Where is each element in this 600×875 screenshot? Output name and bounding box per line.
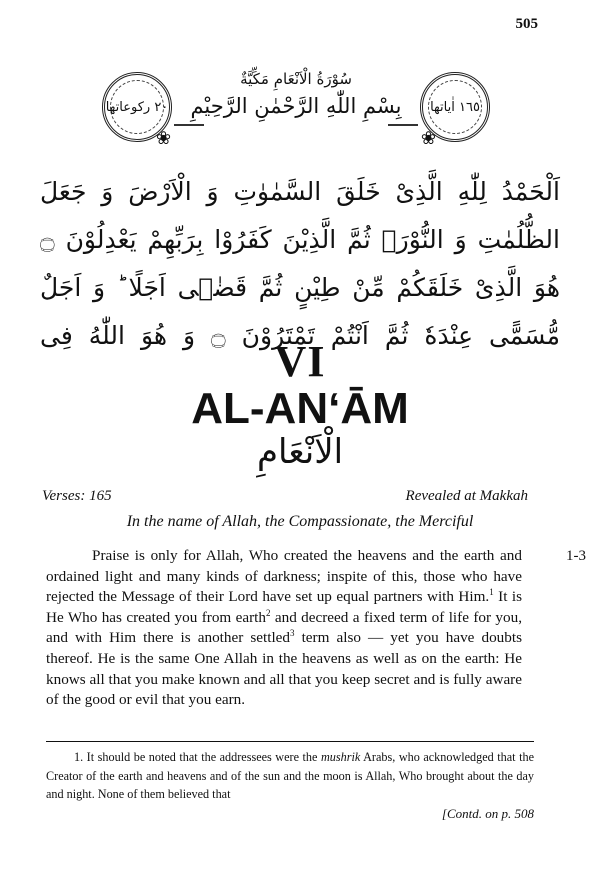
translation-text [46, 546, 522, 711]
ruku-count-label: ٢٠ ركوعاتها [105, 99, 169, 115]
flourish-divider [174, 124, 204, 126]
translation-part: and decreed a fixed term of life for you, and with Him there is another settled [46, 608, 522, 647]
ayat-count-medallion [420, 72, 490, 142]
ornament-center [186, 70, 406, 118]
flourish-divider [388, 124, 418, 126]
surah-title: AL-AN‘ĀM [191, 384, 409, 433]
footnote-marker: 1 [489, 587, 494, 598]
footnote-divider [46, 741, 534, 742]
verses-count: Verses: 165 [42, 488, 112, 504]
footnote-text: 1. It should be noted that the addressees were the [74, 750, 321, 764]
translation-paragraph [46, 546, 522, 711]
invocation: In the name of Allah, the Compassionate, the Merciful [126, 513, 474, 530]
page-number: 505 [515, 16, 538, 32]
surah-number: VI [274, 337, 326, 386]
footnote-marker: 3 [290, 628, 295, 639]
footnote-term: mushrik [320, 750, 361, 764]
translation-part: Praise is only for Allah, Who created the heavens and the earth and ordained light and many kinds of darkness; inspite of this, those who have rejected the Message of their Lord have set up equal partners with Him. [46, 547, 522, 606]
arabic-verse-text: اَلْحَمْدُ لِلّٰهِ الَّذِیْ خَلَقَ السَّمٰوٰتِ وَ الْاَرْضَ وَ جَعَلَ الظُّلُمٰتِ وَ النُّوْرَ۬ ثُمَّ الَّذِیْنَ كَفَرُوْا بِرَبِّهِمْ یَعْدِلُوْنَ ۝ هُوَ الَّذِیْ خَلَقَكُمْ مِّنْ طِیْنٍ ثُمَّ قَضٰۤى اَجَلًا ؕ وَ اَجَلٌ مُّسَمًّى عِنْدَهٗ ثُمَّ اَنْتُمْ تَمْتَرُوْنَ ۝ وَ هُوَ اللّٰهُ فِی [40, 177, 560, 350]
continued-note: [Contd. on p. 508 [441, 806, 534, 821]
ayat-count-label: ١٦٥ اٰياتها [430, 99, 480, 115]
footnote-text: Arabs, who acknowledged that the Creator of the earth and heavens and of the sun and the moon is Allah, Who brought about the day and night. None of them believed that [46, 750, 534, 801]
footnote [46, 748, 534, 804]
revelation-place: Revealed at Makkah [405, 488, 528, 504]
surah-header-ornament [96, 64, 496, 154]
rose-ornament-icon: ❀ [420, 128, 436, 149]
verse-reference: 1-3 [566, 548, 586, 564]
translation-part: It is He Who has created you from earth [46, 588, 522, 626]
surah-title-arabic: الْاَنْعَامِ [256, 432, 344, 472]
rose-ornament-icon: ❀ [156, 128, 172, 149]
footnote-marker: 2 [265, 607, 271, 618]
basmala: بِسْمِ اللّٰهِ الرَّحْمٰنِ الرَّحِيْمِ [190, 94, 402, 118]
surah-name-line: سُوْرَةُ الْاَنْعَامِ مَكِّيَّةٌ [240, 70, 352, 88]
translation-part: term also — yet you have doubts thereof. He is the same One Allah in the heavens as well as on the earth: He knows all that you make known and all that you keep secret and is fully aware of the good or evil that you earn. [46, 629, 522, 709]
